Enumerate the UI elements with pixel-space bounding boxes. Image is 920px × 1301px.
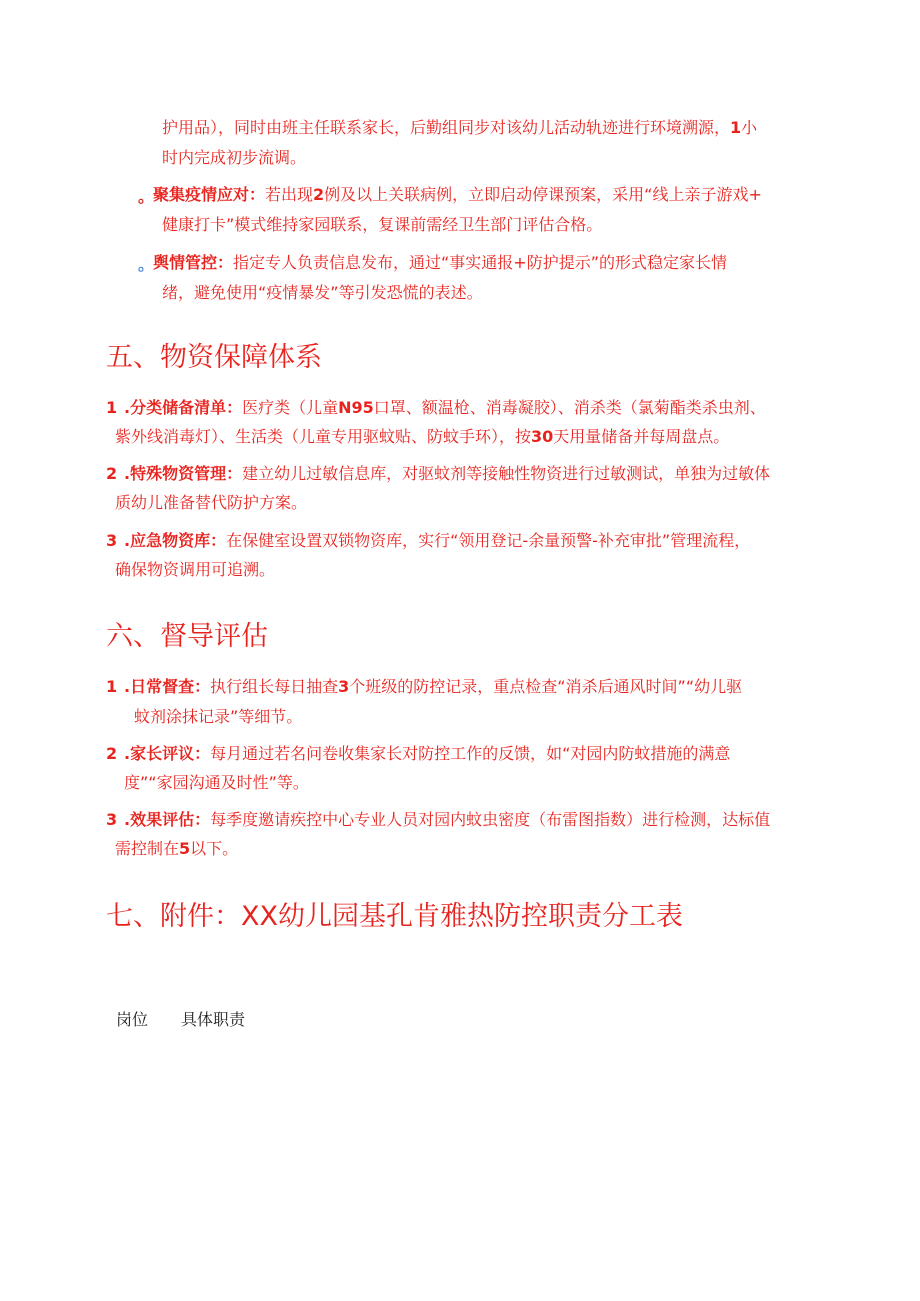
item-title: .家长评议：	[124, 744, 211, 763]
continuation-line-1	[162, 118, 757, 138]
section6-item2-line-1	[124, 744, 730, 764]
number-run: 2	[313, 185, 325, 204]
text-run: 在保健室设置双锁物资库，实行“领用登记-余量预警-补充审批”管理流程，	[226, 531, 751, 550]
section5-item2-line-2: 质幼儿准备替代防护方案。	[115, 493, 308, 512]
continuation-line-2: 时内完成初步流调。	[162, 148, 307, 167]
text-run: 每月通过若名问卷收集家长对防控工作的反馈，如“对园内防蚊措施的满意	[210, 744, 731, 763]
bullet-marker: 。	[138, 255, 155, 274]
text-run: 指定专人负责信息发布，通过“事实通报+防护提示”的形式稳定家长情	[233, 253, 728, 272]
section6-item1-line-1	[124, 677, 742, 697]
number-run: 1	[730, 118, 742, 137]
item-title: .特殊物资管理：	[124, 464, 243, 483]
text-run: 小	[741, 118, 758, 137]
text-run: 个班级的防控记录，重点检查“消杀后通风时间”“幼儿驱	[349, 677, 743, 696]
text-run: 执行组长每日抽查	[210, 677, 339, 696]
item-title: .应急物资库：	[124, 531, 227, 550]
section5-item3-line-1	[124, 531, 750, 551]
text-run: 例及以上关联病例，立即启动停课预案，采用“线上亲子游戏+	[324, 185, 762, 204]
text-run: 需控制在	[115, 839, 180, 858]
text-run: 天用量储备并每周盘点。	[553, 427, 730, 446]
bullet-marker: 。	[138, 187, 155, 206]
bullet-cluster-line-1	[153, 185, 762, 205]
bullet-opinion-line-1	[153, 253, 727, 273]
item-title: .日常督查：	[124, 677, 211, 696]
item-title: .效果评估：	[124, 810, 211, 829]
item-number: 1	[106, 677, 118, 696]
bullet-title: 舆情管控：	[153, 253, 234, 272]
text-run: 若出现	[265, 185, 314, 204]
item-number: 1	[106, 398, 118, 417]
item-number: 3	[106, 531, 118, 550]
section7-heading: 七、附件：XX幼儿园基孔肯雅热防控职责分工表	[106, 901, 683, 932]
item-number: 2	[106, 464, 118, 483]
text-run: 紫外线消毒灯）、生活类（儿童专用驱蚊贴、防蚊手环），按	[115, 427, 532, 446]
bullet-title: 聚集疫情应对：	[153, 185, 266, 204]
table-header-duties: 具体职责	[181, 1010, 246, 1029]
item-number: 2	[106, 744, 118, 763]
section6-item3-line-1	[124, 810, 770, 830]
table-header-position: 岗位	[116, 1010, 149, 1029]
bullet-opinion-line-2: 绪，避免使用“疫情暴发”等引发恐慌的表述。	[162, 283, 483, 302]
section5-item2-line-1	[124, 464, 770, 484]
bold-run: 5	[179, 839, 191, 858]
section5-item3-line-2: 确保物资调用可追溯。	[115, 560, 276, 579]
text-run: 口罩、额温枪、消毒凝胶）、消杀类（氯菊酯类杀虫剂、	[373, 398, 766, 417]
section6-heading: 六、督导评估	[106, 621, 268, 652]
item-title: .分类储备清单：	[124, 398, 243, 417]
text-run: 护用品），同时由班主任联系家长，后勤组同步对该幼儿活动轨迹进行环境溯源，	[162, 118, 731, 137]
text-run: 医疗类（儿童	[242, 398, 339, 417]
section6-item2-line-2: 度”“家园沟通及时性”等。	[124, 773, 309, 792]
section6-item3-line-2	[115, 839, 238, 859]
section5-item1-line-2	[115, 427, 729, 447]
section5-heading: 五、物资保障体系	[106, 342, 322, 373]
bold-run: N95	[338, 398, 374, 417]
text-run: 建立幼儿过敏信息库，对驱蚊剂等接触性物资进行过敏测试，单独为过敏体	[242, 464, 771, 483]
bullet-cluster-line-2: 健康打卡”模式维持家园联系，复课前需经卫生部门评估合格。	[162, 215, 603, 234]
bold-run: 3	[338, 677, 350, 696]
text-run: 以下。	[190, 839, 239, 858]
text-run: 每季度邀请疾控中心专业人员对园内蚊虫密度（布雷图指数）进行检测，达标值	[210, 810, 771, 829]
section5-item1-line-1	[124, 398, 766, 418]
section6-item1-line-2: 蚊剂涂抹记录”等细节。	[134, 707, 303, 726]
item-number: 3	[106, 810, 118, 829]
bold-run: 30	[531, 427, 554, 446]
